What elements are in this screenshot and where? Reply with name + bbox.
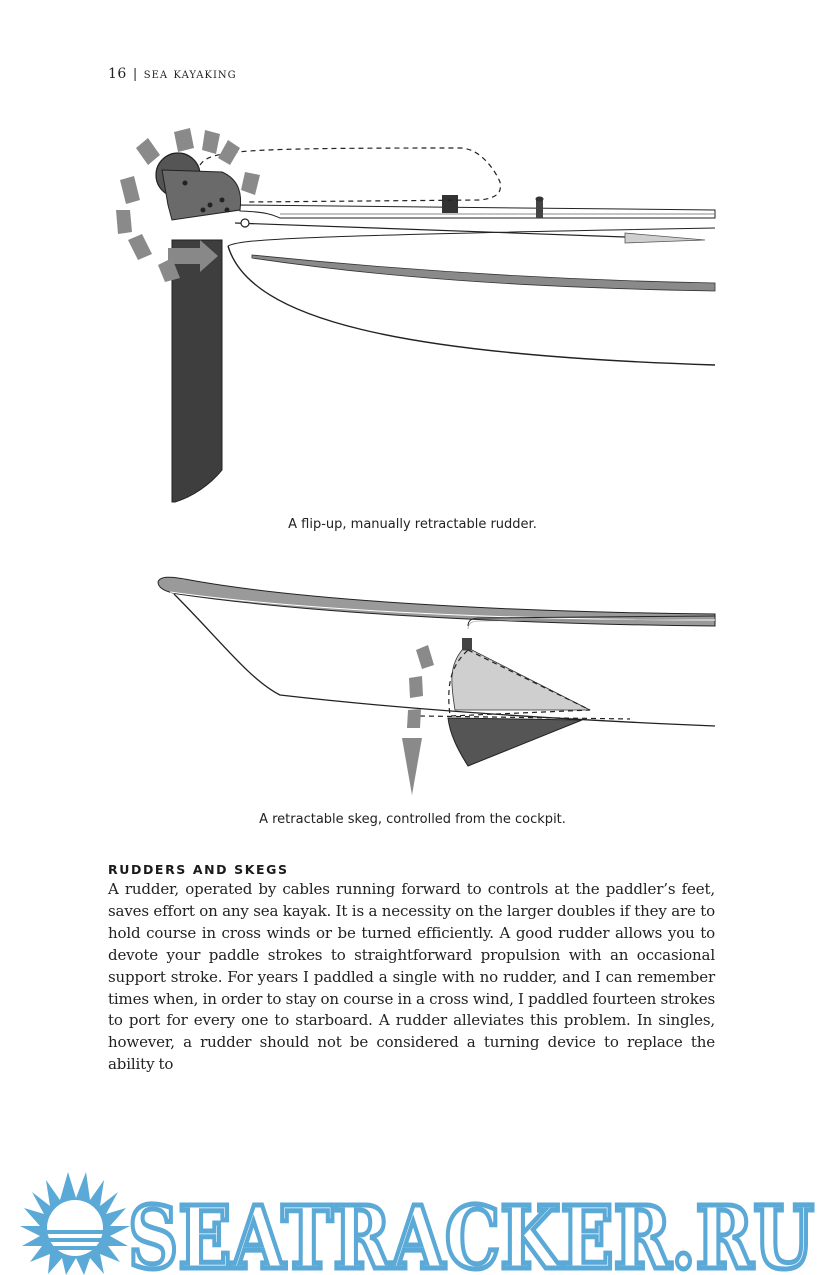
figure-caption-rudder: A flip-up, manually retractable rudder. — [288, 517, 537, 532]
running-title: sea kayaking — [143, 66, 237, 82]
figure-caption-skeg: A retractable skeg, controlled from the cockpit. — [259, 812, 566, 827]
watermark-text: SEATRACKER.RU — [128, 1188, 814, 1275]
skeg-diagram — [150, 570, 720, 810]
page-number: 16 — [108, 66, 127, 82]
section-heading: RUDDERS AND SKEGS — [108, 862, 289, 877]
body-paragraph: A rudder, operated by cables running forward to controls at the paddler’s feet, saves effort on any sea kayak. It is a necessity on the larger doubles if they are to hold course in cross winds or be turned efficiently. A good rudder allows you to devote your paddle strokes to straightforward propulsion with an occasional support stroke. For years I paddled a single with no rudder, and I can remember times when, in order to stay on course in a cross wind, I paddled fourteen strokes to port for every one to starboard. A rudder alleviates this problem. In singles, however, a rudder should not be considered a turning device to replace the ability to — [108, 880, 715, 1074]
header-separator: | — [132, 67, 138, 82]
watermark-logo — [0, 1150, 825, 1275]
running-header — [108, 66, 237, 82]
rudder-diagram — [100, 110, 720, 505]
